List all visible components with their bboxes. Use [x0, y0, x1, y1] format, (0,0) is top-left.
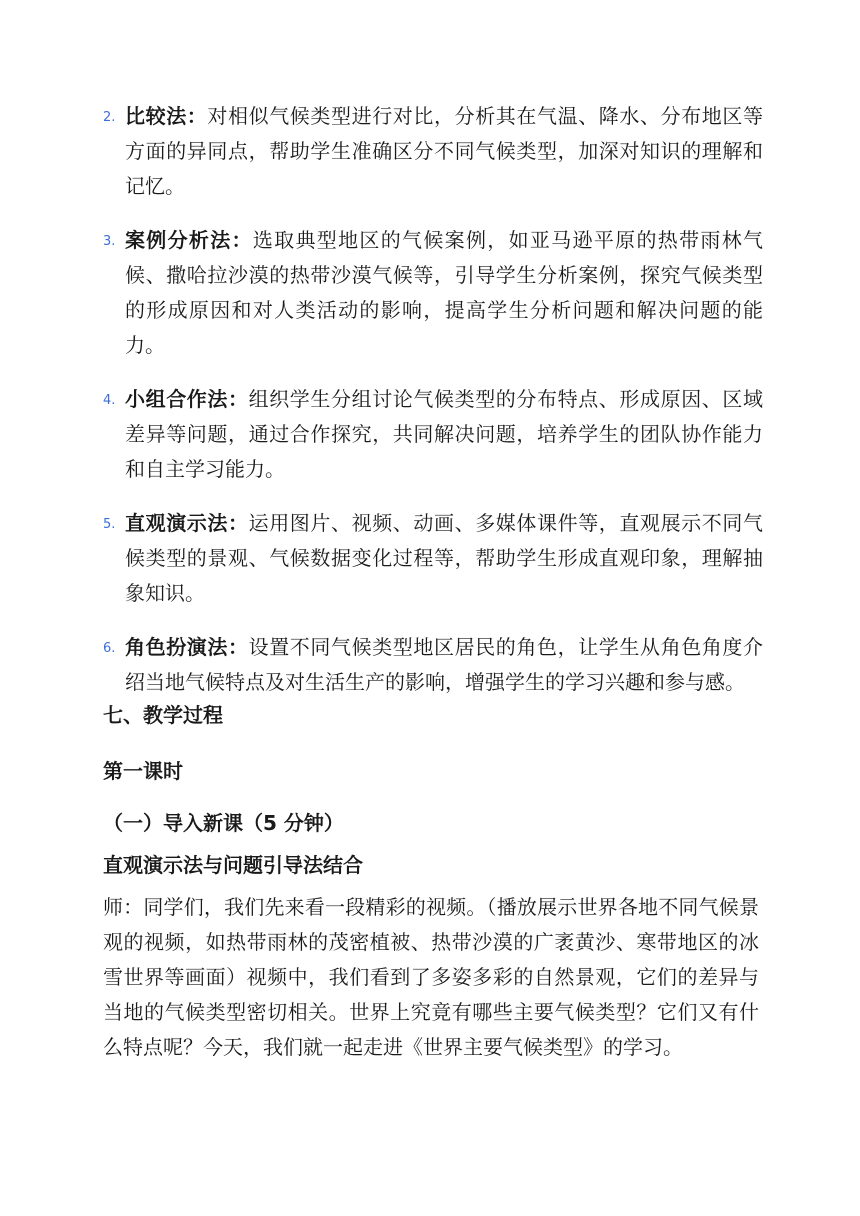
lesson-heading: 第一课时 — [103, 759, 183, 783]
list-item — [103, 506, 763, 611]
method-description: 组织学生分组讨论气候类型的分布特点、形成原因、区域差异等问题，通过合作探究，共同解决问题，培养学生的团队协作能力和自主学习能力。 — [125, 387, 764, 481]
list-number: 3. — [103, 234, 116, 249]
method-description: 设置不同气候类型地区居民的角色，让学生从角色角度介绍当地气候特点及对生活生产的影响，增强学生的学习兴趣和参与感。 — [125, 635, 764, 694]
method-description: 运用图片、视频、动画、多媒体课件等，直观展示不同气候类型的景观、气候数据变化过程等，帮助学生形成直观印象，理解抽象知识。 — [125, 511, 764, 605]
list-number: 2. — [103, 110, 116, 125]
list-item — [103, 382, 763, 487]
method-term: 案例分析法： — [125, 228, 253, 252]
list-number: 6. — [103, 641, 116, 656]
sub-heading: （一）导入新课（5 分钟） — [103, 811, 344, 835]
list-item — [103, 223, 763, 363]
intro-paragraph: 师：同学们，我们先来看一段精彩的视频。（播放展示世界各地不同气候景观的视频，如热带雨林的茂密植被、热带沙漠的广袤黄沙、寒带地区的冰雪世界等画面）视频中，我们看到了多姿多彩的自然景观，它们的差异与当地的气候类型密切相关。世界上究竟有哪些主要气候类型？它们又有什么特点呢？今天，我们就一起走进《世界主要气候类型》的学习。 — [103, 895, 759, 1059]
list-number: 4. — [103, 393, 116, 408]
section-heading: 七、教学过程 — [103, 703, 223, 727]
method-term: 比较法： — [125, 104, 208, 128]
method-description: 对相似气候类型进行对比，分析其在气温、降水、分布地区等方面的异同点，帮助学生准确区分不同气候类型，加深对知识的理解和记忆。 — [125, 104, 764, 198]
method-term: 直观演示法： — [125, 511, 249, 535]
teaching-methods-list — [103, 99, 763, 719]
method-term: 角色扮演法： — [125, 635, 249, 659]
list-item — [103, 630, 763, 700]
list-item — [103, 99, 763, 204]
method-heading: 直观演示法与问题引导法结合 — [103, 853, 363, 877]
method-description: 选取典型地区的气候案例，如亚马逊平原的热带雨林气候、撒哈拉沙漠的热带沙漠气候等，引导学生分析案例，探究气候类型的形成原因和对人类活动的影响，提高学生分析问题和解决问题的能力。 — [125, 228, 764, 357]
method-term: 小组合作法： — [125, 387, 249, 411]
list-number: 5. — [103, 517, 116, 532]
